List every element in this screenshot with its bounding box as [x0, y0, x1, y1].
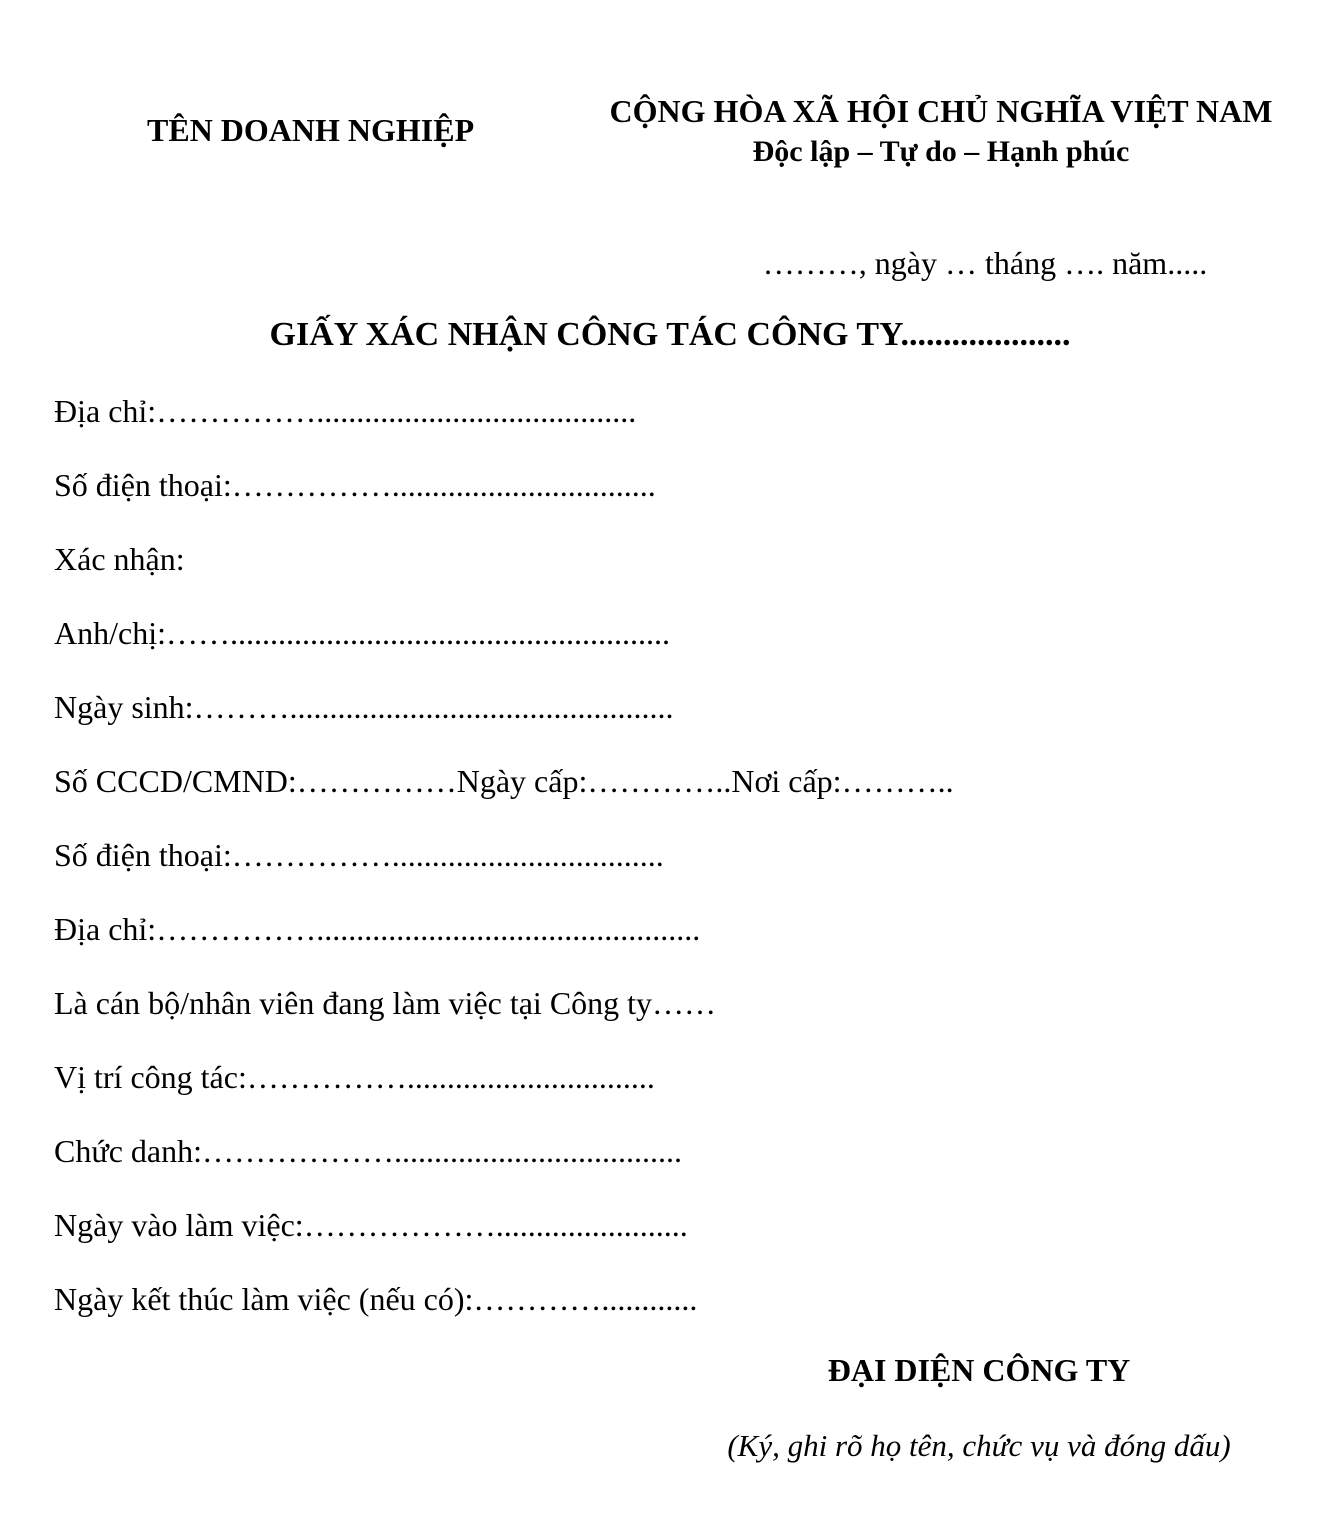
field-line-job-title: Chức danh:………………....................................: [54, 1133, 682, 1169]
date-place-line: ………, ngày … tháng …. năm.....: [762, 245, 1208, 281]
signer-title: ĐẠI DIỆN CÔNG TY: [827, 1352, 1131, 1388]
field-line-employment-statement: Là cán bộ/nhân viên đang làm việc tại Công ty……: [54, 985, 717, 1021]
field-line-id-number: Số CCCD/CMND:……………Ngày cấp:…………..Nơi cấp:………..: [54, 763, 954, 799]
national-title: CỘNG HÒA XÃ HỘI CHỦ NGHĨA VIỆT NAM: [609, 93, 1273, 129]
national-motto: Độc lập – Tự do – Hạnh phúc: [752, 135, 1130, 168]
field-line-company-address: Địa chỉ:……………........................................: [54, 393, 637, 429]
signature-note: (Ký, ghi rõ họ tên, chức vụ và đóng dấu): [727, 1428, 1231, 1463]
field-line-employee-address: Địa chỉ:……………................................................: [54, 911, 701, 947]
document-title: GIẤY XÁC NHẬN CÔNG TÁC CÔNG TY....................: [269, 316, 1071, 353]
field-line-confirmation-label: Xác nhận:: [54, 541, 185, 577]
field-line-employee-phone: Số điện thoại:……………..................................: [54, 837, 664, 873]
field-line-start-date: Ngày vào làm việc:………………........................: [54, 1207, 688, 1243]
company-name-heading: TÊN DOANH NGHIỆP: [147, 112, 475, 148]
field-line-end-date: Ngày kết thúc làm việc (nếu có):…………............: [54, 1281, 698, 1317]
field-line-employee-name: Anh/chị:…….......................................................: [54, 615, 670, 651]
field-line-date-of-birth: Ngày sinh:………................................................: [54, 689, 674, 725]
field-line-work-position: Vị trí công tác:……………...............................: [54, 1059, 655, 1095]
signature-block: [616, 1350, 1342, 1466]
national-header: [570, 91, 1312, 171]
field-line-company-phone: Số điện thoại:…………….................................: [54, 467, 656, 503]
form-fields: [54, 391, 1314, 1353]
